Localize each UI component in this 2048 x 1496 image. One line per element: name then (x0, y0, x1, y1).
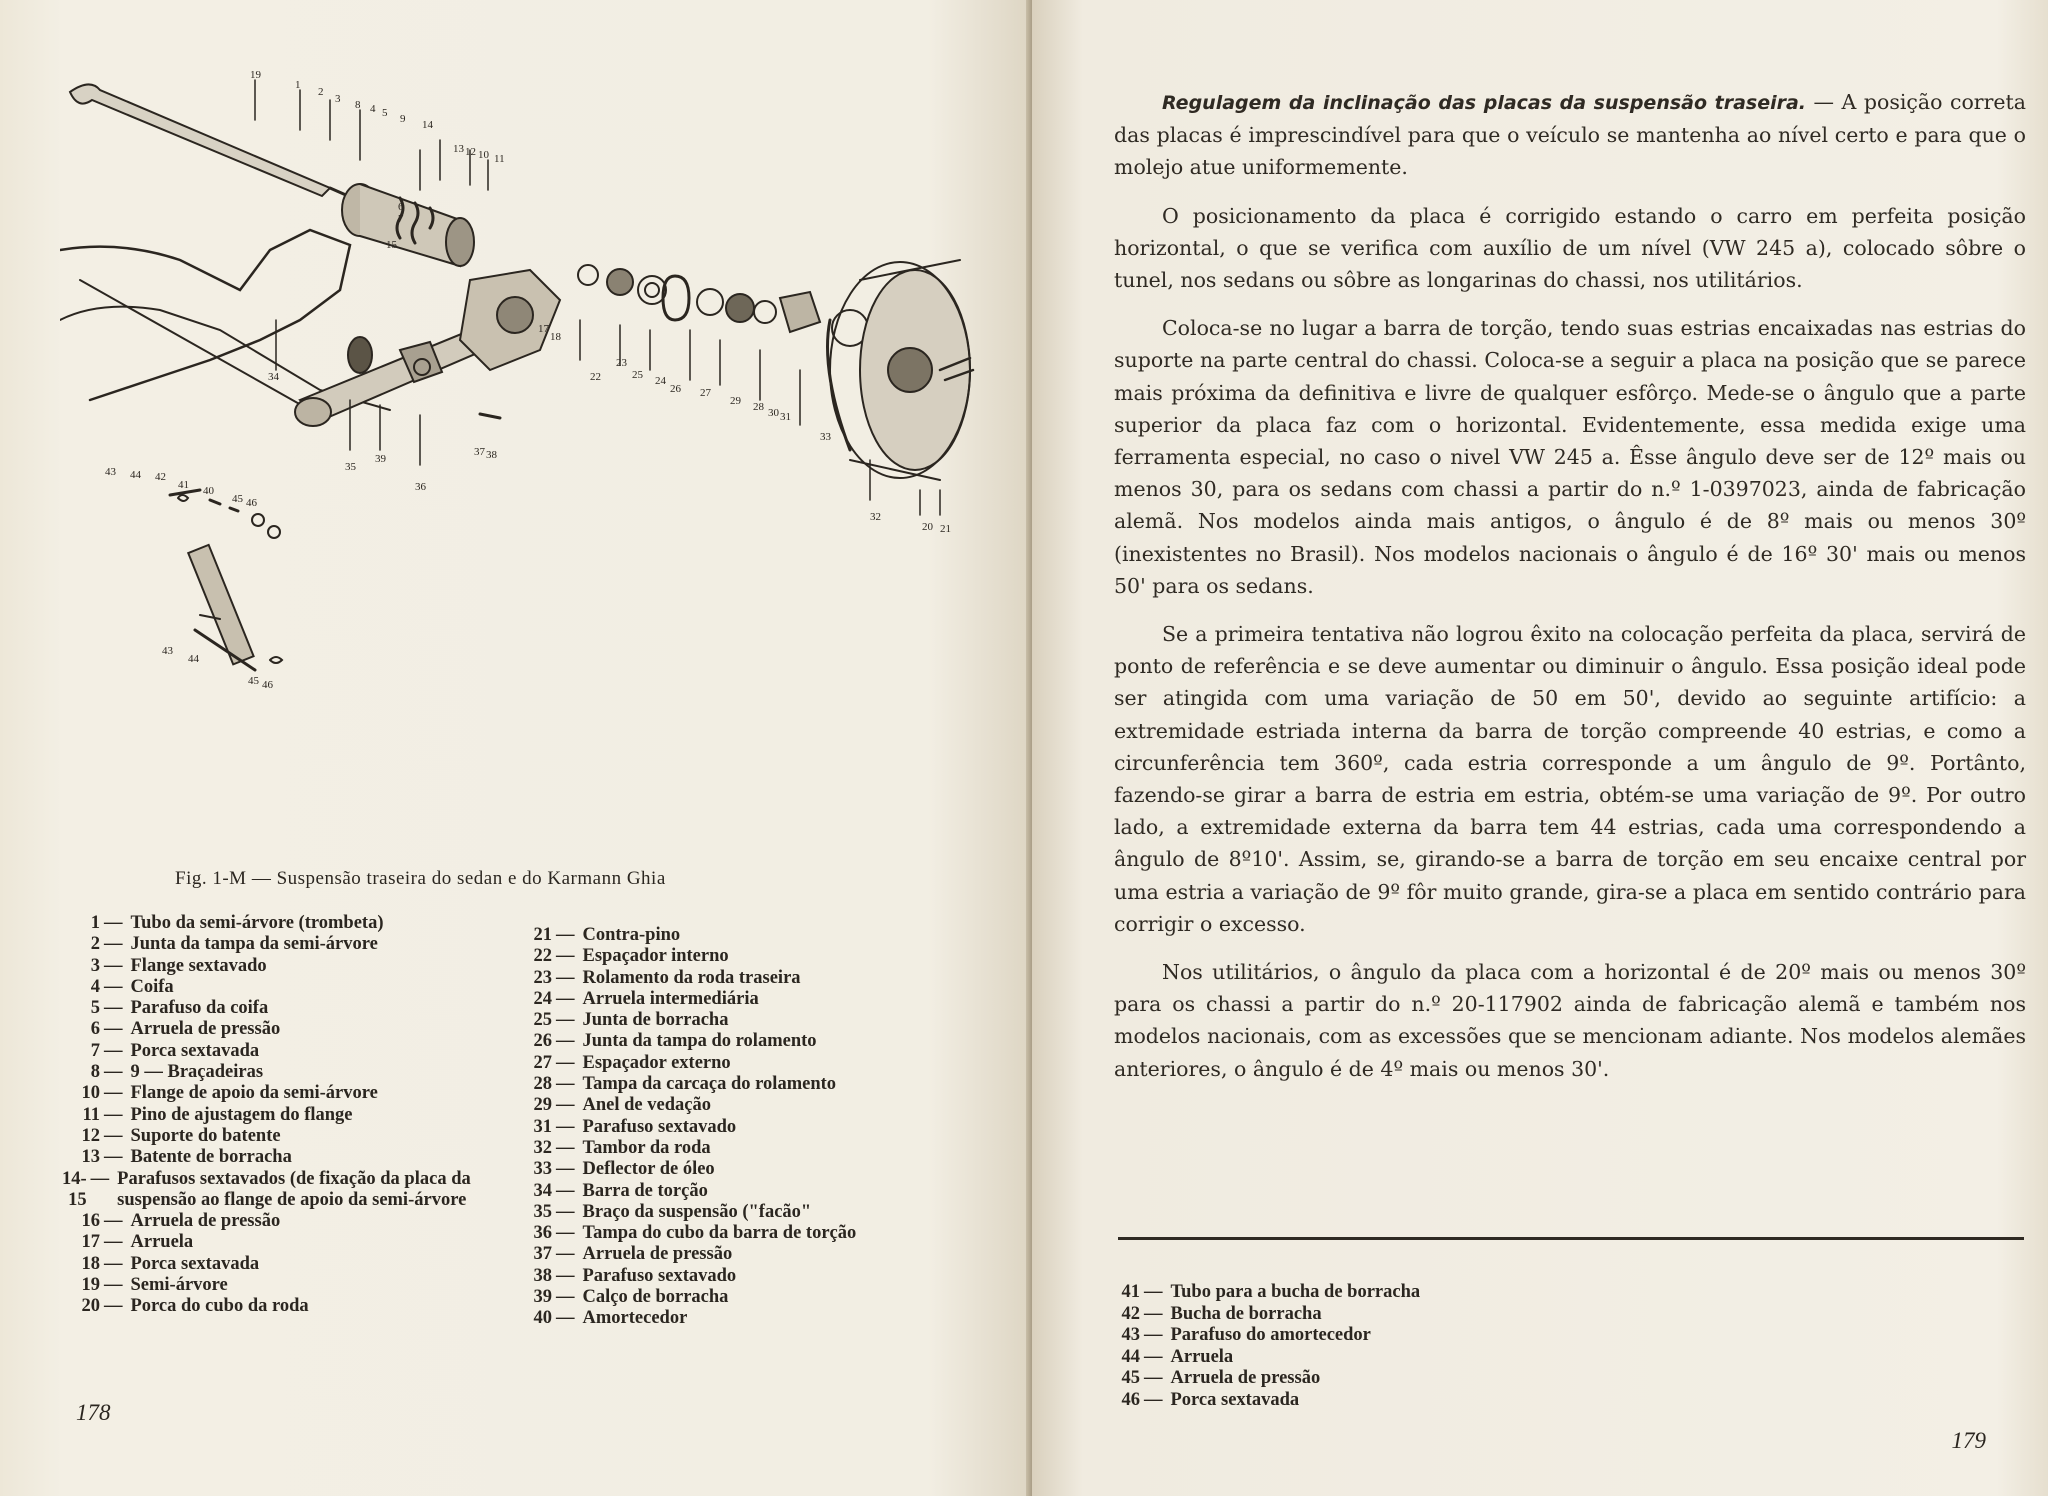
legend-text: Batente de borracha (130, 1147, 292, 1168)
svg-text:13: 13 (453, 143, 464, 155)
legend-text: Tubo da semi-árvore (trombeta) (130, 913, 384, 933)
legend-item (514, 1223, 954, 1244)
legend-item (514, 946, 954, 967)
legend-text: Tubo para a bucha de borracha (1170, 1282, 1421, 1302)
legend-text: Arruela (130, 1232, 194, 1253)
legend-item (62, 977, 482, 998)
svg-text:24: 24 (655, 375, 666, 387)
svg-text:46: 46 (246, 497, 257, 509)
legend-number: 10 (81, 1083, 100, 1104)
legend-text: Arruela (1170, 1346, 1234, 1367)
legend-item (514, 1031, 954, 1052)
legend-item (1118, 1347, 1718, 1369)
legend-dash: — (1144, 1303, 1163, 1324)
legend-dash: — (104, 1019, 123, 1040)
svg-text:27: 27 (700, 387, 711, 399)
legend-item (1118, 1368, 1718, 1390)
legend-item (62, 913, 482, 934)
legend-text: Anel de vedação (582, 1095, 711, 1116)
svg-text:31: 31 (780, 411, 791, 423)
legend-text: Arruela intermediária (582, 988, 759, 1009)
legend-item (62, 934, 482, 955)
legend-item (1118, 1304, 1718, 1326)
legend-number: 28 (533, 1074, 552, 1095)
svg-text:15: 15 (386, 239, 397, 251)
legend-item (514, 925, 954, 946)
legend-dash: — (556, 1223, 575, 1244)
diagram-part-labels (105, 70, 951, 691)
legend-text: Porca sextavada (130, 1253, 260, 1274)
legend-item (1118, 1390, 1718, 1412)
legend-text: Espaçador externo (582, 1052, 731, 1073)
legend-item (514, 1181, 954, 1202)
legend-number: 26 (533, 1031, 552, 1052)
legend-dash: — (1144, 1346, 1163, 1367)
parts-legend-middle (514, 925, 954, 1330)
svg-text:39: 39 (375, 453, 386, 465)
legend-item (62, 1105, 482, 1126)
legend-text: Porca sextavada (130, 1040, 260, 1061)
exploded-suspension-diagram (60, 70, 980, 710)
svg-text:1: 1 (295, 79, 301, 91)
legend-item (62, 1211, 482, 1232)
paragraph-2: O posicionamento da placa é corrigido estando o carro em perfeita posição horizontal, o que se verifica com auxílio de um nível (VW 245 a), colocado sôbre o tunel, nos sedans ou sôbre as longarinas do chassi, nos utilitários. (1114, 203, 2026, 293)
svg-text:42: 42 (155, 471, 166, 483)
legend-item (514, 1117, 954, 1138)
legend-dash: — (556, 988, 575, 1009)
legend-dash: — (556, 1074, 575, 1095)
legend-item (514, 1266, 954, 1287)
legend-item (514, 1308, 954, 1329)
legend-dash: — (104, 1125, 123, 1146)
legend-number: 46 (1121, 1389, 1140, 1410)
legend-item (62, 998, 482, 1019)
svg-text:44: 44 (188, 653, 199, 665)
paragraph-4: Se a primeira tentativa não logrou êxito na colocação perfeita da placa, servirá de ponto de referência e se deve aumentar ou diminuir o ângulo. Essa posição ideal pode ser atingida com uma variação de 50 em 50', devido ao seguinte artifício: a extremidade estriada interna da barra de torção compreende 40 estrias, e como a circunferência tem 360º, cada estria corresponde a um ângulo de 9º. Portânto, fazendo-se girar a barra de estria em estria, obtém-se uma variação de 9º. Por outro lado, a extremidade externa da barra tem 44 estrias, cada uma correspondendo a ângulo de 8º10'. Assim, se, girando-se a barra de torção em seu encaixe central por uma estria a variação de 9º fôr muito grande, gira-se a placa em sentido contrário para corrigir o excesso. (1114, 622, 2026, 936)
svg-text:38: 38 (486, 449, 497, 461)
legend-dash: — (104, 998, 123, 1019)
legend-text: Porca sextavada (1170, 1389, 1300, 1410)
parts-legend-left (62, 913, 482, 1318)
svg-text:45: 45 (248, 675, 259, 687)
legend-number: 39 (533, 1287, 552, 1308)
legend-dash: — (104, 1040, 123, 1061)
legend-item (62, 1019, 482, 1040)
svg-text:9: 9 (400, 113, 406, 125)
legend-dash: — (104, 1275, 123, 1296)
legend-text: Parafuso da coifa (130, 998, 269, 1019)
legend-number: 41 (1121, 1282, 1140, 1302)
legend-dash: — (556, 1159, 575, 1180)
legend-text: Contra-pino (582, 925, 681, 945)
legend-text: Bucha de borracha (1170, 1303, 1322, 1324)
legend-dash: — (556, 967, 575, 988)
legend-dash: — (104, 1083, 123, 1104)
legend-dash: — (104, 1211, 123, 1232)
legend-text: 9 — Braçadeiras (130, 1062, 264, 1083)
legend-dash: — (1144, 1368, 1163, 1388)
legend-text: Arruela de pressão (1170, 1368, 1321, 1388)
legend-dash: — (556, 1287, 575, 1308)
legend-dash: — (556, 1095, 575, 1116)
parts-legend-right (1118, 1282, 1718, 1411)
svg-text:25: 25 (632, 369, 643, 381)
legend-text: Espaçador interno (582, 946, 729, 967)
svg-text:32: 32 (870, 511, 881, 523)
legend-text: Flange de apoio da semi-árvore (130, 1083, 378, 1104)
legend-number: 35 (533, 1201, 552, 1222)
legend-item (514, 1287, 954, 1308)
legend-number: 5 (90, 998, 100, 1019)
legend-number: 19 (81, 1275, 100, 1296)
legend-number: 16 (81, 1211, 100, 1232)
legend-number: 20 (81, 1296, 100, 1317)
legend-dash: — (90, 1168, 110, 1189)
legend-dash: — (556, 1116, 575, 1137)
svg-text:36: 36 (415, 481, 426, 493)
legend-text: Rolamento da roda traseira (582, 967, 801, 988)
body-text (1114, 86, 2026, 1101)
paragraph-5: Nos utilitários, o ângulo da placa com a horizontal é de 20º mais ou menos 30º para os chassi a partir do n.º 20-117902 ainda de fabricação alemã e também nos modelos nacionais, com as excessões que se mencionam adiante. Nos modelos alemães anteriores, o ângulo é de 4º mais ou menos 30'. (1114, 960, 2026, 1081)
legend-number: 38 (533, 1265, 552, 1286)
legend-number: 42 (1121, 1303, 1140, 1324)
section-heading: Regulagem da inclinação das placas da suspensão traseira. (1162, 92, 1807, 114)
legend-dash: — (556, 1010, 575, 1031)
legend-text: Calço de borracha (582, 1287, 729, 1308)
svg-text:30: 30 (768, 407, 779, 419)
svg-text:45: 45 (232, 493, 243, 505)
legend-text: Junta da tampa da semi-árvore (130, 934, 378, 955)
legend-number: 14-15 (62, 1168, 87, 1210)
svg-text:29: 29 (730, 395, 741, 407)
legend-number: 17 (81, 1232, 100, 1253)
paragraph-3: Coloca-se no lugar a barra de torção, tendo suas estrias encaixadas nas estrias do suporte na parte central do chassi. Coloca-se a seguir a placa na posição que se parece mais próxima da definitiva e livre de qualquer esfôrço. Mede-se o ângulo que a parte superior da placa faz com o horizontal. Evidentemente, essa medida exige uma ferramenta especial, no caso o nivel VW 245 a. Êsse ângulo deve ser de 12º mais ou menos 30, para os sedans com chassi a partir do n.º 1-0397023, ainda de fabricação alemã. Nos modelos ainda mais antigos, o ângulo é de 8º mais ou menos 30º (inexistentes no Brasil). Nos modelos nacionais o ângulo é de 16º 30' mais ou menos 50' para os sedans. (1114, 316, 2026, 598)
legend-number: 27 (533, 1052, 552, 1073)
svg-text:21: 21 (940, 523, 951, 535)
legend-dash: — (104, 955, 123, 976)
svg-text:43: 43 (105, 466, 116, 478)
legend-dash: — (104, 913, 123, 933)
svg-text:34: 34 (268, 371, 279, 383)
svg-text:40: 40 (203, 485, 214, 497)
svg-text:17: 17 (538, 323, 549, 335)
paragraph-1-text: — A posição correta das placas é imprescindível para que o veículo se mantenha ao nível certo e para que o molejo atue uniformemente. (1114, 90, 2026, 180)
svg-text:26: 26 (670, 383, 681, 395)
svg-text:2: 2 (318, 86, 324, 98)
svg-text:12: 12 (465, 146, 476, 158)
svg-text:6: 6 (398, 201, 404, 213)
legend-number: 33 (533, 1159, 552, 1180)
svg-text:10: 10 (478, 149, 489, 161)
legend-dash: — (556, 1031, 575, 1052)
legend-dash: — (104, 1147, 123, 1168)
legend-item (514, 1095, 954, 1116)
legend-dash: — (556, 1180, 575, 1201)
svg-text:18: 18 (550, 331, 561, 343)
legend-text: Arruela de pressão (582, 1244, 733, 1265)
legend-number: 23 (533, 967, 552, 988)
legend-number: 2 (90, 934, 100, 955)
svg-text:19: 19 (250, 70, 261, 81)
svg-text:4: 4 (370, 103, 376, 115)
legend-text: Tambor da roda (582, 1137, 711, 1158)
legend-dash: — (104, 934, 123, 955)
legend-text: Arruela de pressão (130, 1211, 281, 1232)
legend-dash: — (556, 1265, 575, 1286)
legend-text: Barra de torção (582, 1180, 708, 1201)
legend-dash: — (104, 1062, 123, 1083)
legend-number: 31 (533, 1116, 552, 1137)
legend-number: 22 (533, 946, 552, 967)
legend-number: 1 (90, 913, 100, 933)
legend-text: Junta da tampa do rolamento (582, 1031, 817, 1052)
legend-item (62, 1126, 482, 1147)
legend-dash: — (104, 1104, 123, 1125)
legend-dash: — (556, 1137, 575, 1158)
legend-dash: — (1144, 1282, 1163, 1302)
legend-item (514, 1159, 954, 1180)
legend-item (62, 1147, 482, 1168)
svg-text:23: 23 (616, 357, 627, 369)
legend-item (62, 1169, 482, 1212)
legend-text: Tampa da carcaça do rolamento (582, 1074, 837, 1095)
svg-text:14: 14 (422, 119, 433, 131)
svg-text:7: 7 (398, 213, 404, 225)
legend-number: 7 (90, 1040, 100, 1061)
legend-number: 37 (533, 1244, 552, 1265)
legend-item (62, 1254, 482, 1275)
legend-item (514, 1244, 954, 1265)
legend-item (62, 956, 482, 977)
svg-text:3: 3 (335, 93, 341, 105)
legend-dash: — (1144, 1389, 1163, 1410)
legend-text: Semi-árvore (130, 1275, 228, 1296)
legend-number: 44 (1121, 1346, 1140, 1367)
svg-text:37: 37 (474, 446, 485, 458)
legend-dash: — (556, 946, 575, 967)
legend-text: Pino de ajustagem do flange (130, 1104, 353, 1125)
svg-text:28: 28 (753, 401, 764, 413)
svg-text:35: 35 (345, 461, 356, 473)
legend-text: Arruela de pressão (130, 1019, 281, 1040)
legend-number: 34 (533, 1180, 552, 1201)
legend-item (514, 1138, 954, 1159)
legend-number: 21 (533, 925, 552, 945)
legend-number: 43 (1121, 1325, 1140, 1345)
legend-text: Parafusos sextavados (de fixação da placa da suspensão ao flange de apoio da semi-árvore (117, 1168, 471, 1210)
svg-text:8: 8 (355, 99, 361, 111)
svg-text:20: 20 (922, 521, 933, 533)
svg-text:44: 44 (130, 469, 141, 481)
svg-text:5: 5 (382, 107, 388, 119)
legend-number: 32 (533, 1137, 552, 1158)
legend-item (1118, 1282, 1718, 1304)
legend-number: 18 (81, 1253, 100, 1274)
legend-number: 8 (90, 1062, 100, 1083)
legend-number: 40 (533, 1308, 552, 1329)
legend-dash: — (104, 976, 123, 997)
legend-item (514, 989, 954, 1010)
right-page (1032, 0, 2048, 1496)
legend-number: 6 (90, 1019, 100, 1040)
legend-text: Flange sextavado (130, 955, 267, 976)
legend-dash: — (104, 1296, 123, 1317)
legend-text: Braço da suspensão ("facão" (582, 1201, 812, 1222)
legend-item (62, 1296, 482, 1317)
legend-dash: — (1144, 1325, 1163, 1345)
legend-text: Coifa (130, 976, 174, 997)
svg-text:43: 43 (162, 645, 173, 657)
legend-item (514, 968, 954, 989)
divider-rule (1118, 1237, 2024, 1240)
legend-item (514, 1010, 954, 1031)
svg-text:46: 46 (262, 679, 273, 691)
legend-number: 3 (90, 955, 100, 976)
legend-text: Parafuso do amortecedor (1170, 1325, 1371, 1345)
legend-item (62, 1232, 482, 1253)
legend-number: 4 (90, 976, 100, 997)
svg-text:22: 22 (590, 371, 601, 383)
legend-text: Parafuso sextavado (582, 1265, 737, 1286)
legend-number: 45 (1121, 1368, 1140, 1388)
legend-number: 24 (533, 988, 552, 1009)
legend-number: 36 (533, 1223, 552, 1244)
legend-text: Amortecedor (582, 1308, 688, 1329)
legend-text: Tampa do cubo da barra de torção (582, 1223, 857, 1244)
legend-dash: — (556, 1308, 575, 1329)
legend-item (62, 1083, 482, 1104)
legend-number: 12 (81, 1125, 100, 1146)
legend-number: 25 (533, 1010, 552, 1031)
paragraph-1 (1114, 86, 2026, 184)
legend-dash: — (556, 1244, 575, 1265)
svg-text:33: 33 (820, 431, 831, 443)
legend-item (514, 1202, 954, 1223)
legend-item (1118, 1325, 1718, 1347)
legend-item (62, 1062, 482, 1083)
legend-dash: — (556, 925, 575, 945)
legend-text: Junta de borracha (582, 1010, 729, 1031)
legend-text: Suporte do batente (130, 1125, 281, 1146)
legend-number: 13 (81, 1147, 100, 1168)
page-number-left: 178 (76, 1400, 111, 1425)
figure-caption: Fig. 1-M — Suspensão traseira do sedan e do Karmann Ghia (175, 868, 666, 889)
legend-number: 11 (82, 1104, 100, 1125)
legend-text: Porca do cubo da roda (130, 1296, 309, 1317)
legend-text: Deflector de óleo (582, 1159, 715, 1180)
legend-dash: — (104, 1253, 123, 1274)
legend-item (514, 1074, 954, 1095)
legend-dash: — (556, 1052, 575, 1073)
legend-item (62, 1041, 482, 1062)
legend-item (514, 1053, 954, 1074)
legend-dash: — (556, 1201, 575, 1222)
page-number-right: 179 (1951, 1428, 1986, 1453)
svg-text:11: 11 (494, 153, 505, 165)
legend-number: 29 (533, 1095, 552, 1116)
legend-item (62, 1275, 482, 1296)
legend-text: Parafuso sextavado (582, 1116, 737, 1137)
legend-dash: — (104, 1232, 123, 1253)
svg-text:41: 41 (178, 479, 189, 491)
